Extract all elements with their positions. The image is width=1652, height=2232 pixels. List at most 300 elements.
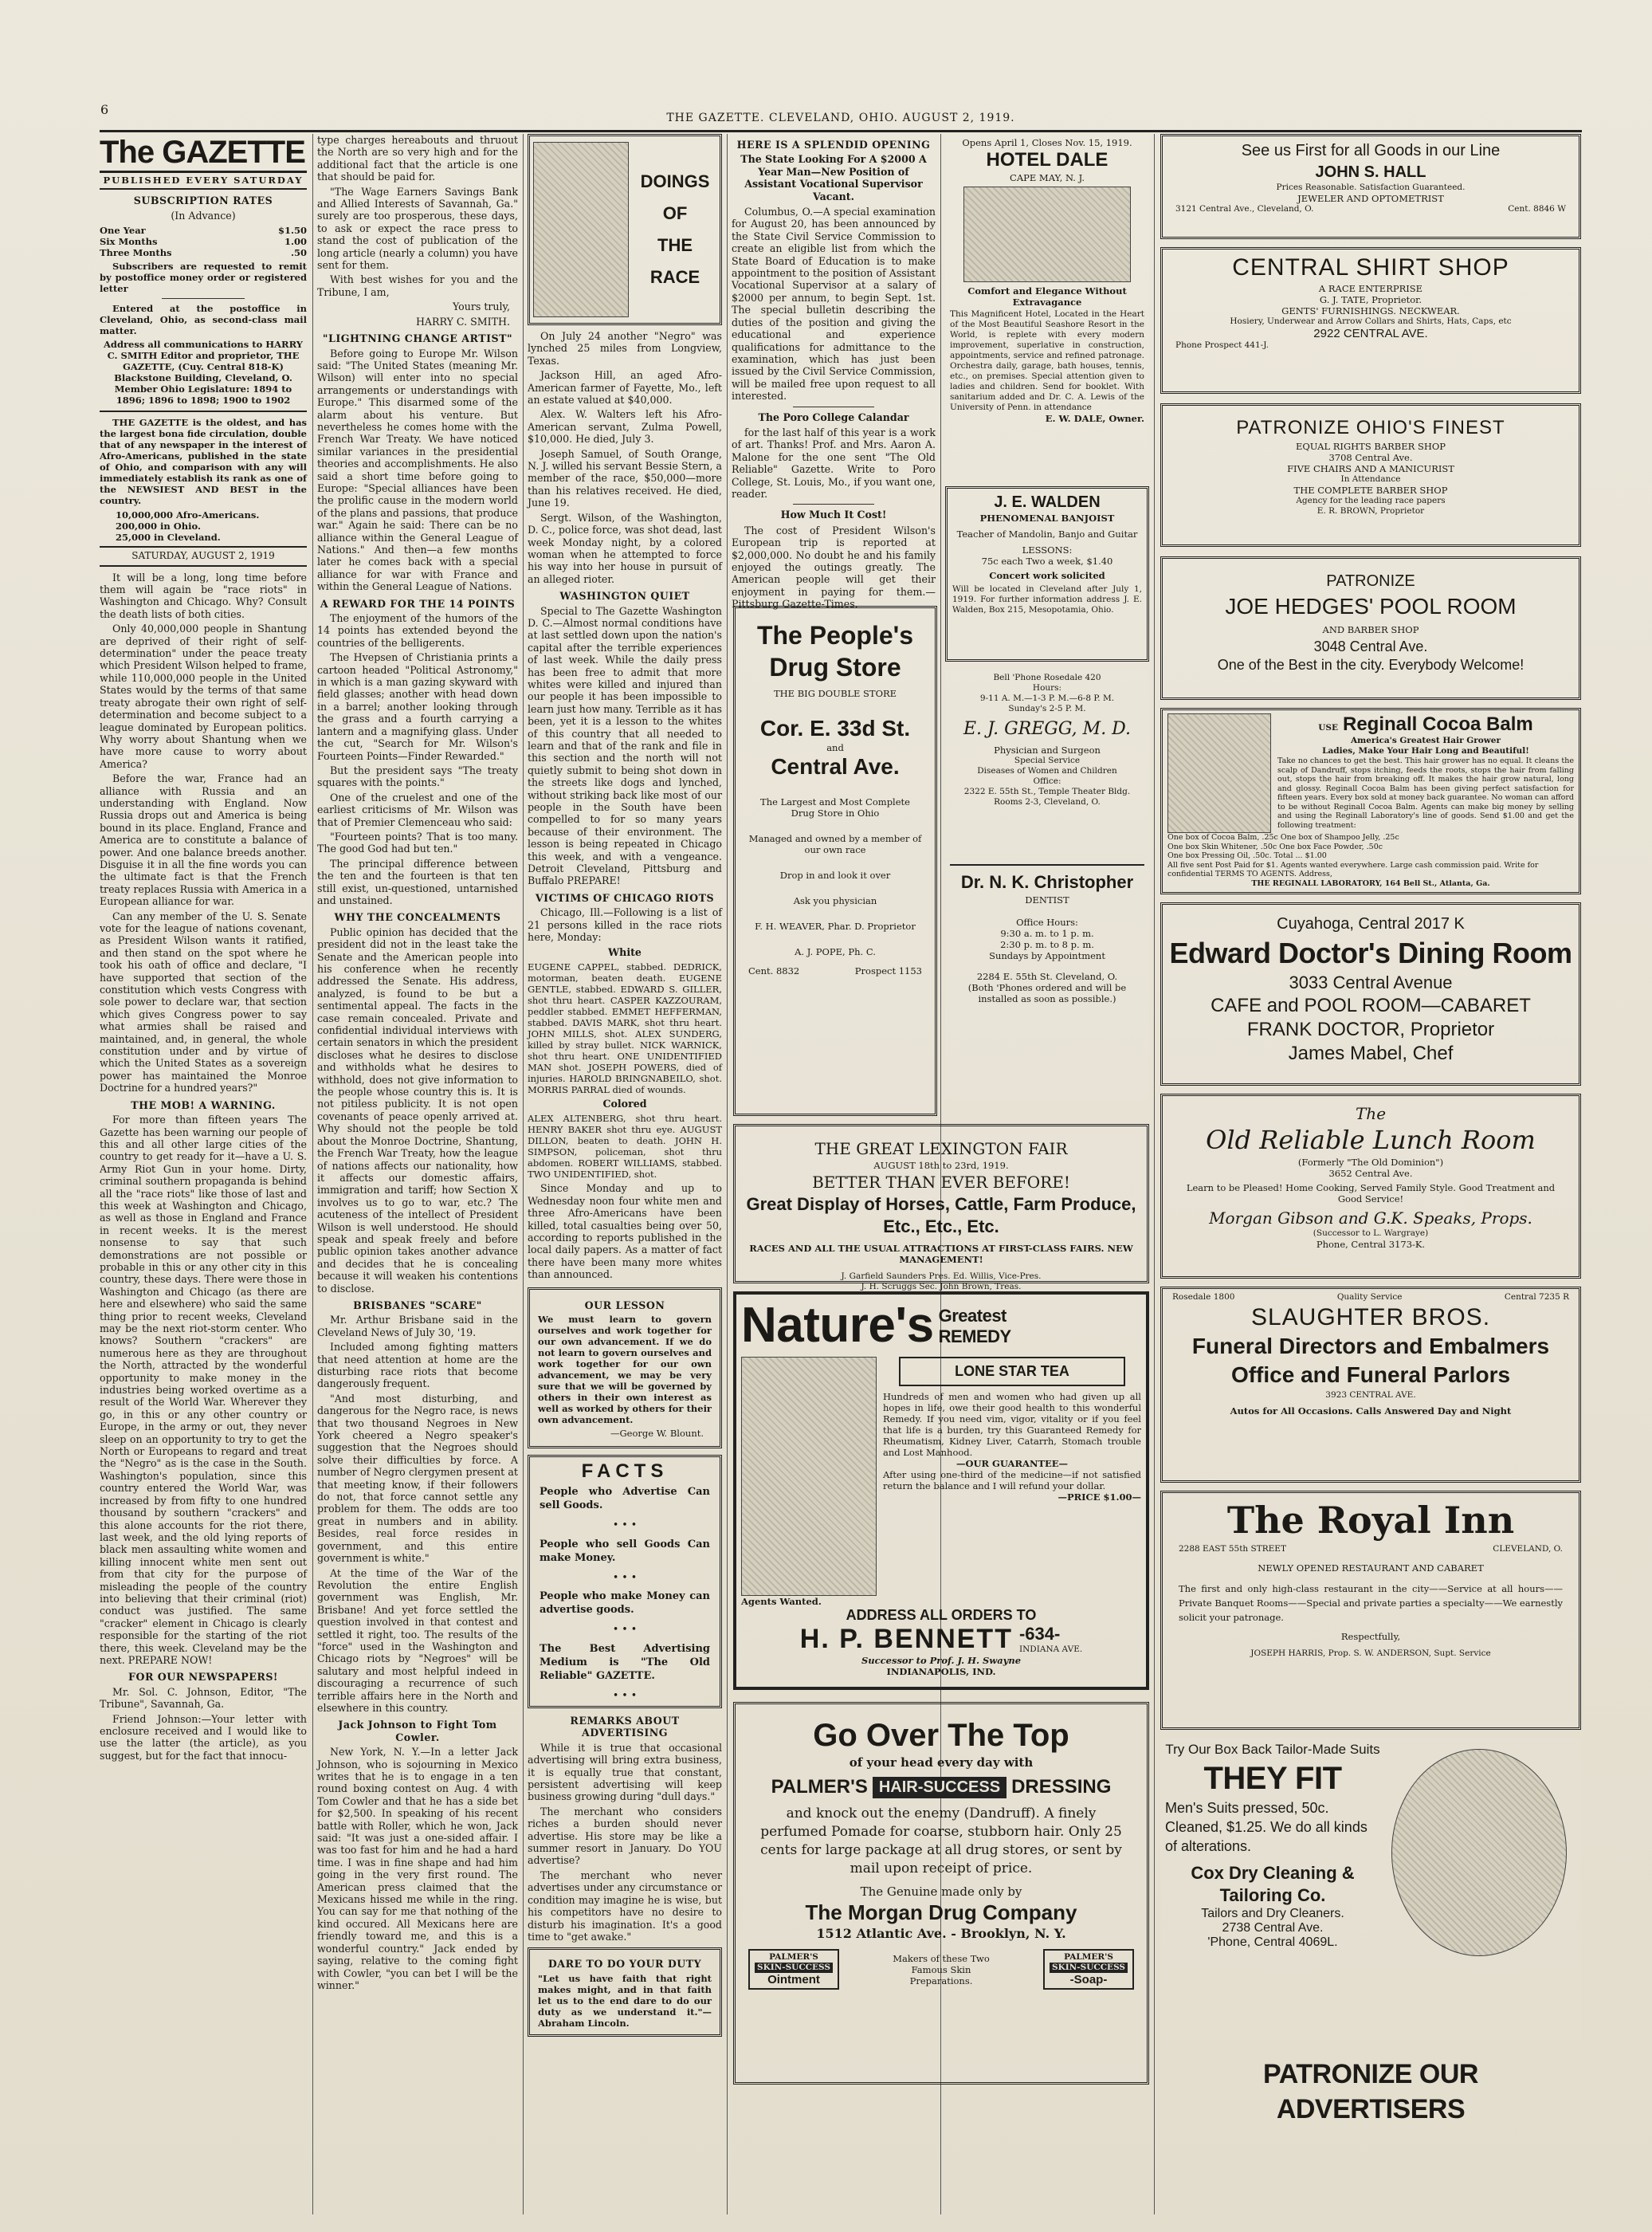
lesson-signature: —George W. Blount. [610, 1427, 704, 1439]
paragraph: But the president says "The treaty squares with the points." [317, 764, 518, 789]
ad-line: GENTS' FURNISHINGS. NECKWEAR. [1281, 305, 1460, 316]
column-rule [1154, 134, 1155, 2214]
ad-line: THE BIG DOUBLE STORE [773, 688, 897, 699]
ad-line: 2:30 p. m. to 8 p. m. [1000, 939, 1094, 950]
population-item: 10,000,000 Afro-Americans. [116, 509, 260, 521]
article-heading: WASHINGTON QUIET [559, 590, 690, 603]
paragraph: The principal difference between the ten and the fourteen is that ten still exist, un-questioned, untarnished and unstained. [317, 857, 518, 906]
fact-separator: • • • [612, 1570, 638, 1583]
ad-line: -634- [1018, 1624, 1061, 1644]
fact-item: People who Advertise Can sell Goods. [540, 1486, 710, 1512]
paragraph: Sergt. Wilson, of the Washington, D. C., police force, was shot dead, last week Monday night, by a colored woman when he attempted to force his way into her house in pursuit of an alleged rioter. [528, 511, 722, 585]
ad-line: 'Phone, Central 4069L. [1207, 1935, 1338, 1949]
ad-line: Phone Prospect 441-J. [1175, 340, 1269, 350]
paragraph: "And most disturbing, and dangerous for the Negro race, is news that two thousand Negroes in New York cheered a Negro speaker's suggestion that the Negroes should solve their difficulties by force. A number of Negro clergymen present at that meeting know, if their followers do not, that force cannot settle any problem for them. The odds are too great in numbers and in ability. Besides, real force resides in government, and this entire government is white." [317, 1392, 518, 1565]
ad-title: The People's [756, 621, 914, 650]
ad-line: —OUR GUARANTEE— [955, 1458, 1069, 1469]
ad-line: Successor to Prof. J. H. Swayne [861, 1655, 1022, 1666]
ad-line: The Largest and Most Complete Drug Store in Ohio [760, 796, 910, 819]
ad-line: Office Hours: [1016, 917, 1078, 928]
ad-line: of your head every day with [849, 1755, 1034, 1770]
fact-item: People who make Money can advertise goods. [540, 1590, 710, 1617]
christopher-dentist-ad [945, 861, 1149, 1100]
ad-line: CAPE MAY, N. J. [1010, 172, 1085, 183]
ad-title: H. P. BENNETT [799, 1624, 1013, 1654]
ad-line: F. H. WEAVER, Phar. D. Proprietor [755, 921, 916, 932]
article-heading: A REWARD FOR THE 14 POINTS [320, 597, 516, 610]
population-item: 25,000 in Cleveland. [116, 532, 221, 544]
paragraph: The Hvepsen of Christiania prints a cartoon headed "Political Astronomy," in which is a man gazing skyward with field glasses; another with head down in a barrel; another looking through the grass and a fourth carrying a lantern and a magnifying glass. Under the cut, "Search for Mr. Wilson's Fourteen Points—Finder Rewarded." [317, 651, 518, 762]
ad-line: JOHN S. HALL [1315, 163, 1426, 181]
ad-line: Agents Wanted. [741, 1596, 822, 1607]
population-list [116, 509, 307, 543]
ad-line: RACES AND ALL THE USUAL ATTRACTIONS AT FIRST-CLASS FAIRS. NEW MANAGEMENT! [749, 1243, 1133, 1265]
ad-line: Central Ave. [771, 754, 900, 779]
subheading-white: White [608, 945, 642, 958]
ad-body: Hundreds of men and women who had given up all hopes in life, owe their good health to this wonderful Remedy. If you need vim, vigor, vitality or if you feel that life is a burden, try this Guaranteed Remedy for Rheumatism, Kidney Liver, Catarrh, Stomach trouble and Lost Manhood. [883, 1391, 1141, 1458]
ad-line: Managed and owned by a member of our own race [748, 833, 922, 855]
ad-line: REMEDY [938, 1326, 1011, 1346]
rate-label: Six Months [100, 236, 158, 248]
paragraph: Friend Johnson:—Your letter with enclosure received and I would like to use the latter (the article), as you suggest, but for the fact that innocu- [100, 1712, 307, 1762]
article-heading: BRISBANES "SCARE" [353, 1299, 482, 1311]
rates-heading: SUBSCRIPTION RATES [133, 195, 273, 207]
ad-line: Quality Service [1336, 1292, 1403, 1302]
fact-separator: • • • [612, 1623, 638, 1636]
page-number: 6 [100, 102, 109, 117]
ad-line: PALMER'S [769, 1952, 818, 1962]
ad-line: Sundays by Appointment [989, 950, 1105, 961]
column-race-news [528, 134, 722, 2214]
ad-line: FRANK DOCTOR, Proprietor [1246, 1019, 1495, 1040]
column-state-news [732, 134, 936, 612]
paragraph: Jackson Hill, an aged Afro-American farmer of Fayette, Mo., left an estate valued at $40,000. [528, 369, 722, 407]
ad-line: Bell 'Phone Rosedale 420 [993, 673, 1101, 682]
ad-line: G. J. TATE, Proprietor. [1319, 294, 1422, 305]
ad-line: J. H. Scruggs Sec. John Brown, Treas. [861, 1282, 1022, 1291]
ad-line: 3652 Central Ave. [1328, 1168, 1413, 1179]
paragraph: Public opinion has decided that the president did not in the least take the Senate and the American people into his conference when he recently addressed the Senate. His address, analyzed, is found to be but a sentimental appeal. The facts in the case remain concealed. Private and confidential individual interviews with certain senators in which the president discloses what he desires to disclose and withholds what he desires to withhold, does not give information to the people whose country this is. It is not pitiless publicity. It is not open covenants of peace openly arrived at. Why should not the people be told about the Monroe Doctrine, Shantung, the French War Treaty, how the league of nations affects our nationality, how it affects our domestic affairs, immigration and tariff; how Section X involves us to go to war, etc.? The acuteness of the intellect of President Wilson is well understood. He should speak and speak freely and before public opinion takes another advance and decides that he is concealing because it will weaken his contentions to disclose. [317, 925, 518, 1295]
column-rule [727, 134, 728, 2214]
ad-line: -Soap- [1069, 1973, 1108, 1986]
ad-line: USE [1318, 723, 1338, 733]
ad-line: Agency for the leading race papers [1296, 496, 1446, 505]
ad-line: Special Service [1014, 756, 1081, 765]
ad-title: CENTRAL SHIRT SHOP [1232, 254, 1509, 281]
ad-line: 2922 CENTRAL AVE. [1313, 327, 1428, 340]
rate-value: 1.00 [284, 236, 307, 248]
royal-inn-ad [1160, 1491, 1581, 1730]
remit-note: Subscribers are requested to remit by postoffice money order or registered letter [100, 261, 307, 295]
ad-line: The Morgan Drug Company [805, 1900, 1077, 1924]
ad-line: Hours: [1032, 683, 1062, 693]
man-portrait-illustration [1391, 1749, 1567, 1956]
ad-line: DENTIST [1025, 894, 1069, 906]
ad-line: 3121 Central Ave., Cleveland, O. [1175, 204, 1314, 214]
article-heading: THE MOB! A WARNING. [131, 1098, 276, 1111]
ad-body: Men's Suits pressed, 50c. Cleaned, $1.25. We do all kinds of alterations. [1165, 1800, 1368, 1854]
ad-line: Cox Dry Cleaning & Tailoring Co. [1191, 1863, 1355, 1905]
doings-word: OF [662, 203, 688, 223]
ad-title: J. E. WALDEN [994, 493, 1101, 511]
letter-address: Mr. Sol. C. Johnson, Editor, "The Tribune", Savannah, Ga. [100, 1685, 307, 1711]
ad-line: Phone, Central 3173-K. [1316, 1239, 1426, 1250]
article-heading: REMARKS ABOUT ADVERTISING [570, 1715, 680, 1739]
ad-line: J. Garfield Saunders Pres. Ed. Willis, Vice-Pres. [841, 1271, 1042, 1281]
ad-line: NEWLY OPENED RESTAURANT AND CABARET [1258, 1562, 1484, 1574]
ad-line: A RACE ENTERPRISE [1318, 283, 1423, 294]
rates-list [100, 225, 307, 258]
ad-line: HAIR-SUCCESS [873, 1777, 1007, 1798]
paragraph: One of the cruelest and one of the earliest criticisms of Mr. Wilson was that of Premier Clemenceau who said: [317, 791, 518, 828]
ad-line: Rosedale 1800 [1172, 1292, 1235, 1302]
paragraph: "Fourteen points? That is too many. The good God had but ten." [317, 830, 518, 855]
ad-owner: E. W. DALE, Owner. [1045, 413, 1144, 424]
ad-title: Dr. N. K. Christopher [950, 864, 1144, 894]
old-reliable-lunch-room-ad [1160, 1094, 1581, 1279]
issue-date: SATURDAY, AUGUST 2, 1919 [100, 546, 307, 566]
ad-line: EQUAL RIGHTS BARBER SHOP [1295, 441, 1446, 452]
ad-line: James Mabel, Chef [1288, 1043, 1454, 1064]
hotel-dale-ad [945, 134, 1149, 477]
column-rule [312, 134, 313, 2214]
ad-line: Cuyahoga, Central 2017 K [1277, 915, 1465, 933]
ad-line: 75c each Two a week, $1.40 [981, 556, 1113, 567]
facts-heading: FACTS [581, 1460, 669, 1482]
rate-value: .50 [290, 247, 307, 259]
ad-line: The [1355, 1104, 1387, 1123]
masthead: THE GAZETTE. CLEVELAND, OHIO. AUGUST 2, 1919. [100, 112, 1582, 132]
ad-price: —PRICE $1.00— [1058, 1491, 1141, 1503]
man-portrait-illustration [741, 1357, 877, 1596]
our-lesson-box [528, 1287, 722, 1448]
signature: Yours truly, [452, 301, 510, 313]
ad-line: JEWELER AND OPTOMETRIST [1297, 193, 1444, 204]
paragraph: Joseph Samuel, of South Orange, N. J. willed his servant Bessie Stern, a member of the race, $50,000—more than his relatives received. He died, June 19. [528, 447, 722, 509]
ad-line: Funeral Directors and Embalmers [1191, 1334, 1550, 1358]
ad-line: Morgan Gibson and G.K. Speaks, Props. [1209, 1208, 1532, 1228]
ad-line: THE COMPLETE BARBER SHOP [1293, 485, 1448, 496]
hotel-name: HOTEL DALE [986, 149, 1109, 171]
ad-line: A. J. POPE, Ph. C. [795, 946, 876, 957]
paragraph: Mr. Arthur Brisbane said in the Cleveland News of July 30, '19. [317, 1314, 518, 1338]
article-heading: VICTIMS OF CHICAGO RIOTS [535, 891, 715, 904]
gregg-physician-ad [945, 670, 1149, 853]
slaughter-bros-funeral-ad [1160, 1287, 1581, 1483]
ad-title: Nature's [741, 1298, 934, 1353]
paragraph: "The Wage Earners Savings Bank and Allied Interests of Savannah, Ga." surely are too prosperous, these days, to ask or expect the race press to stand the cost of publication of the long article (nearly a column) you have sent for them. [317, 185, 518, 272]
ad-title: SLAUGHTER BROS. [1250, 1304, 1491, 1330]
ad-line: Autos for All Occasions. Calls Answered Day and Night [1230, 1405, 1512, 1417]
paragraph: Before going to Europe Mr. Wilson said: "The United States (meaning Mr. Wilson) will enter into no special arrangements or understandings with Europe." This disarmed some of the alarm about his venture. But nevertheless he comes home with the French War Treaty. We have noticed similar variances in the presidential theories and accomplishments. He also said a short time before going to Europe: "Special alliances have been the prolific cause in the modern world of the plans and passions, that produce war." Again he said: There can be no alliance within the General League of Nations." And then—a few months later he comes back with a special alliance for war with France and within the General League of Nations. [317, 347, 518, 593]
paragraph: At the time of the War of the Revolution the entire English government was English, Mr. Brisbane! And yet force settled the question involved in that contest and settled it right, too. The results of the "force" used in the Washington and Chicago riots by "Negroes" will be salutary and most helpful indeed in discouraging a recurrence of such terrible affairs here in the North and elsewhere in this country. [317, 1566, 518, 1714]
facts-list [540, 1485, 710, 1701]
fact-separator: • • • [612, 1519, 638, 1531]
natures-header [741, 1298, 1141, 1354]
reginall-cocoa-balm-ad [1160, 708, 1581, 894]
paragraph: With best wishes for you and the Tribune, I am, [317, 273, 518, 298]
ad-line: Great Display of Horses, Cattle, Farm Produce, Etc., Etc., Etc. [746, 1194, 1136, 1236]
ad-line: PATRONIZE [1326, 572, 1415, 590]
lexington-fair-ad [733, 1124, 1149, 1291]
ad-line: Comfort and Elegance Without Extravagance [967, 285, 1127, 308]
ad-title: The Royal Inn [1226, 1499, 1515, 1542]
natures-remedy-ad [733, 1291, 1149, 1690]
hotel-building-illustration [963, 187, 1131, 282]
ad-line: 9:30 a. m. to 1 p. m. [1000, 928, 1094, 939]
paragraph: The merchant who considers riches a burden should never advertise. His store may be like a summer resort in January. Do YOU advertise? [528, 1805, 722, 1867]
paragraph: The cost of President Wilson's European trip is reported at $2,000,000. No doubt he and his family enjoyed the outings greatly. The American people will get their enjoyment in paying for them.—Pittsburg Gazette-Times. [732, 524, 936, 611]
paragraph: Before the war, France had an alliance with Russia and an understanding with England. Now Russia drops out and America is being bound in its place. England, France and America are to constitute a balance of power. And one balance breeds another. Disguise it in all the fine words you can the ultimate fact is that the French treaty replaces Russia with America in a European alliance for war. [100, 772, 307, 908]
equal-rights-barber-ad [1160, 403, 1581, 547]
ad-line: 3048 Central Ave. [1313, 639, 1428, 654]
footer-line: ADVERTISERS [1276, 2094, 1466, 2124]
ad-body: This Magnificent Hotel, Located in the Heart of the Most Beautiful Seashore Resort in the World, is replete with every modern improvement, superlative in construction, appointments, service and refined patronage. Orchestra daily, garage, bath houses, tennis, etc., on premises. Special attention given to ladies and children. Send for booklet. With sanitarium added and Dr. C. A. Lewis of the University of Penn. in attendance [950, 309, 1144, 412]
ad-title: PATRONIZE OHIO'S FINEST [1236, 417, 1505, 438]
rate-label: One Year [100, 225, 146, 237]
article-heading: WHY THE CONCEALMENTS [334, 911, 501, 924]
ad-line: Physician and Surgeon [994, 745, 1101, 756]
fact-separator: • • • [612, 1688, 638, 1701]
victims-list: ALEX ALTENBERG, shot thru heart. HENRY BAKER shot thru eye. AUGUST DILLON, beaten to death. JOHN H. SIMPSON, policeman, shot thru abdomen. ROBERT WILLIAMS, stabbed. TWO UNIDENTIFIED, shot. [528, 1113, 722, 1181]
ointment-label [748, 1949, 839, 1990]
ad-title: Old Reliable Lunch Room [1206, 1125, 1536, 1155]
paragraph: New York, N. Y.—In a letter Jack Johnson, who is sojourning in Mexico writes that he is to engage in a ten round boxing contest on Aug. 4 with Tom Cowler and that he has a side bet for $2,500. In speaking of his recent battle with Roller, which he won, Jack said: "It was just a one-sided affair. I was too fast for him and he had a hard time. I was in fine shape and had him going in the very first round. The American press claimed that the Mexicans hissed me while in the ring. You can say for me that nothing of the kind occured. All Mexicans here are friendly toward me, and this is a wonderful country." Jack ended by saying, relative to the coming fight with Cowler, "you can bet I will be the winner." [317, 1746, 518, 1991]
gazette-title: The GAZETTE [100, 134, 307, 173]
ad-line: Central 7235 R [1504, 1292, 1569, 1302]
victims-list: EUGENE CAPPEL, stabbed. DEDRICK, motorman, beaten death. EUGENE GENTLE, stabbed. EDWARD S. GILLER, shot thru heart. CASPER KAZZOURAM, peddler stabbed. EMMET HEFFERMAN, stabbed. DAVIS MARK, shot thru heart. JOHN MILLS, shot. ALEX SUNDERG, killed by stray bullet. NICK WARNICK, shot thru heart. ONE UNIDENTIFIED MAN shot. JOSEPH POWERS, died of injuries. HAROLD BRINGNABEILO, shot. MORRIS PARRAL died of wounds. [528, 961, 722, 1095]
ad-line: 3923 CENTRAL AVE. [1325, 1390, 1416, 1400]
ad-line: 2284 E. 55th St. Cleveland, O. [976, 971, 1118, 982]
paragraph: Only 40,000,000 people in Shantung are deprived of their right of self-determination" under the peace treaty which President Wilson helped to frame, while 110,000,000 people in the United States would by the terms of that same treaty abrogate their own right of self-determination and become subject to a league dominated by European politics. Why worry about Shantung when we have more cause to worry about America? [100, 623, 307, 770]
article-heading: "LIGHTNING CHANGE ARTIST" [322, 332, 513, 345]
ad-line: In Attendance [1340, 474, 1401, 484]
oldest-note: THE GAZETTE is the oldest, and has the largest bona fide circulation, double that of any newspaper in the interest of Afro-Americans, published in the state of Ohio, and comparison with any will immediately establish its rank as one of the NEWSIEST AND BEST in the country. [100, 417, 307, 507]
column-editorial [100, 134, 307, 2214]
john-hall-jeweler-ad [1160, 134, 1581, 239]
ad-line: 9-11 A. M.—1-3 P. M.—6-8 P. M. [979, 694, 1115, 703]
paragraph: Included among fighting matters that need attention at home are the disturbing race riots that become dangerously frequent. [317, 1341, 518, 1390]
ad-line: Cor. E. 33d St. [759, 716, 911, 741]
joe-hedges-pool-room-ad [1160, 556, 1581, 700]
rate-row [100, 225, 307, 236]
woman-portrait-illustration [1167, 713, 1271, 833]
tea-label: LONE STAR TEA [899, 1357, 1125, 1386]
ad-title: THEY FIT [1203, 1761, 1342, 1796]
ad-title: Edward Doctor's Dining Room [1169, 937, 1572, 969]
paragraph: On July 24 another "Negro" was lynched 25 miles from Longview, Texas. [528, 330, 722, 367]
peoples-drug-store-ad [733, 606, 937, 1116]
doings-title [634, 166, 716, 293]
ad-line: CAFE and POOL ROOM—CABARET [1211, 995, 1531, 1016]
ad-line: INDIANAPOLIS, IND. [886, 1666, 996, 1677]
rate-label: Three Months [100, 247, 172, 259]
article-heading: HERE IS A SPLENDID OPENING [736, 139, 931, 151]
doings-word: THE [657, 235, 693, 255]
rates-subheading: (In Advance) [171, 209, 236, 222]
ad-line: Try Our Box Back Tailor-Made Suits [1165, 1742, 1380, 1757]
ad-line: ADDRESS ALL ORDERS TO [846, 1607, 1037, 1623]
ad-line: Cent. 8846 W [1508, 204, 1566, 214]
column-rule [523, 134, 524, 2214]
ad-line: Ladies, Make Your Hair Long and Beautiful! [1322, 746, 1529, 756]
address-block: Address all communications to HARRY C. SMITH Editor and proprietor, THE GAZETTE, (Cuy. Central 818-K) Blackstone Building, Cleveland, O. Member Ohio Legislature: 1894 to 1896; 1896 to 1898; 1900 to 1902 [103, 339, 303, 407]
ad-line: INDIANA AVE. [1018, 1645, 1083, 1654]
lesson-text: We must learn to govern ourselves and work together for our own advancement. If we do not learn to govern ourselves and work together for our own advancement, we may be very sure that we will be governed by others in their own interest as well as worked by others for their own advancement. [538, 1313, 712, 1425]
phone-row [740, 965, 930, 976]
ad-line: JOSEPH HARRIS, Prop. S. W. ANDERSON, Supt. Service [1250, 1648, 1491, 1658]
ad-line: AUGUST 18th to 23rd, 1919. [873, 1160, 1009, 1171]
ad-line: SKIN-SUCCESS [755, 1963, 833, 1973]
ad-line: PALMER'S [1064, 1952, 1113, 1962]
ad-line: and [826, 742, 844, 753]
ad-line: Ask you physician [793, 895, 877, 906]
ad-line: Drop in and look it over [779, 870, 891, 881]
ad-line: One of the Best in the city. Everybody Welcome! [1217, 657, 1524, 673]
palmers-hair-success-ad [733, 1702, 1149, 2085]
article-heading: Jack Johnson to Fight Tom Cowler. [338, 1719, 497, 1743]
ad-line: (Successor to L. Wargraye) [1313, 1228, 1429, 1238]
ad-body: and knock out the enemy (Dandruff). A finely perfumed Pomade for coarse, stubborn hair. Only 25 cents for large package at all drug stores, or sent by mail upon receipt of price. [760, 1806, 1122, 1876]
paragraph: Alex. W. Walters left his Afro-American servant, Zulma Powell, $10,000. He died, July 3. [528, 408, 722, 446]
article-heading: How Much It Cost! [780, 509, 887, 521]
ad-line: 2288 EAST 55th STREET [1179, 1544, 1286, 1554]
paragraph: The merchant who never advertises under any circumstance or condition may imagine he is wise, but his competitors have no desire to disturb his imagination. It's a good time to "get awake." [528, 1869, 722, 1943]
footer-line: PATRONIZE OUR [1263, 2059, 1478, 2089]
ad-line: Respectfully, [1340, 1631, 1401, 1642]
ad-line: SKIN-SUCCESS [1050, 1963, 1128, 1973]
paragraph: Special to The Gazette Washington D. C.—Almost normal conditions have at last settled down upon the nation's capital after the terrible experiences of last week. While the daily press has been free to admit that more whites were killed and injured than our people it has been impossible to learn just how many. Terrible as it has been, yet it is a lesson to the whites of this country that all needed to learn and that of the rank and file in this section and the north will not quietly submit to being shot down in the streets like dogs and lynched, without striking back like most of our people in the South have been compelled to for so many years because of their environment. The lesson is being repeated in Chicago this week, and with a vengeance. Detroit Cleveland, Pittsburg and Buffalo PREPARE! [528, 604, 722, 887]
rate-row [100, 247, 307, 258]
paragraph: The enjoyment of the humors of the 14 points has extended beyond the countries of the belligerents. [317, 612, 518, 649]
ad-title: THE GREAT LEXINGTON FAIR [814, 1139, 1068, 1158]
ad-line: 3708 Central Ave. [1328, 452, 1413, 463]
ad-line: FIVE CHAIRS AND A MANICURIST [1287, 463, 1454, 474]
ad-line: Concert work solicited [989, 570, 1105, 581]
paragraph: It will be a long, long time before them will again be "race riots" in Washington and Chicago. Why? Consult the death lists of both cities. [100, 571, 307, 620]
fact-item: People who sell Goods Can make Money. [540, 1538, 710, 1564]
ad-line: E. R. BROWN, Proprietor [1316, 506, 1425, 516]
fact-item: The Best Advertising Medium is "The Old Reliable" GAZETTE. [540, 1642, 710, 1682]
ad-line: Tailors and Dry Cleaners. [1201, 1907, 1344, 1920]
paragraph: Chicago, Ill.—Following is a list of 21 persons killed in the race riots here, Monday: [528, 906, 722, 944]
ad-line: PALMER'S [771, 1776, 868, 1798]
paragraph: Since Monday and up to Wednesday noon four white men and three Afro-Americans have been killed, total casualties being over 50, according to reports published in the local daily papers. As a matter of fact there have been many more whites than announced. [528, 1182, 722, 1281]
ad-line: America's Greatest Hair Grower [1350, 736, 1501, 745]
ad-line: Ointment [767, 1973, 820, 1986]
ad-line: 3033 Central Avenue [1289, 973, 1453, 992]
ad-line: CLEVELAND, O. [1493, 1544, 1563, 1554]
box-heading: DARE TO DO YOUR DUTY [547, 1958, 702, 1971]
ad-body: Will be located in Cleveland after July 1, 1919. For further information address J. E. Walden, Box 215, Mesopotamia, Ohio. [952, 584, 1142, 615]
ad-line: One box Skin Whitener, .50c One box Face Powder, .50c [1167, 842, 1383, 851]
ad-line: Makers of these Two Famous Skin Preparations. [893, 1952, 990, 1986]
box-heading: OUR LESSON [584, 1299, 665, 1311]
paragraph: Can any member of the U. S. Senate vote for the league of nations covenant, as President Wilson wants it ratified, and then stand on the spot where he took his oath of office and declare, "I have supported that section of the constitution which vests Congress with sole power to declare war, that section which gives Congress power to say what armies shall be raised and maintained, and, in general, the whole constitution under and by virtue of which the United States as a sovereign power has maintained the Monroe Doctrine for a hundred years?" [100, 910, 307, 1094]
signature: HARRY C. SMITH. [415, 315, 510, 328]
ad-title: Reginall Cocoa Balm [1343, 713, 1533, 735]
patronize-footer [1160, 2057, 1581, 2127]
ad-line: Sunday's 2-5 P. M. [1008, 704, 1086, 713]
ad-line: 2322 E. 55th St., Temple Theater Bldg. Rooms 2-3, Cleveland, O. [963, 787, 1131, 807]
ad-line: 1512 Atlantic Ave. - Brooklyn, N. Y. [816, 1926, 1066, 1941]
doings-word: DOINGS [640, 171, 710, 191]
ad-title: See us First for all Goods in our Line [1241, 142, 1501, 159]
article-subheading: The State Looking For A $2000 A Year Man—New Position of Assistant Vocational Supervisor Vacant. [740, 153, 927, 202]
walden-banjo-ad [945, 486, 1149, 662]
ad-line: Teacher of Mandolin, Banjo and Guitar [956, 529, 1138, 540]
article-heading: The Poro College Calandar [758, 411, 909, 423]
cartoon-figure-illustration [533, 142, 629, 317]
ad-line: LESSONS: [1022, 544, 1073, 556]
ad-line: Greatest [938, 1306, 1007, 1326]
ad-line: One box of Cocoa Balm, .25c One box of Shampoo Jelly, .25c [1167, 833, 1399, 842]
rate-row [100, 236, 307, 247]
ad-line: (Formerly "The Old Dominion") [1297, 1157, 1444, 1168]
cox-dry-cleaning-ad [1160, 1738, 1581, 2041]
ad-line: The Genuine made only by [860, 1884, 1022, 1899]
published-line: PUBLISHED EVERY SATURDAY [100, 173, 307, 190]
ad-line: Diseases of Women and Children [977, 766, 1117, 776]
ad-line: AND BARBER SHOP [1322, 624, 1419, 635]
ad-line: (Both 'Phones ordered and will be installed as soon as possible.) [967, 982, 1127, 1004]
ad-line: Hosiery, Underwear and Arrow Collars and Shirts, Hats, Caps, etc [1230, 316, 1512, 326]
facts-box [528, 1455, 722, 1708]
paragraph: type charges hereabouts and thruout the North are so very high and for the additional fact that the article is one that should be paid for. [317, 134, 518, 183]
ad-line: One box Pressing Oil, .50c. Total ... $1.00 [1167, 851, 1327, 860]
ad-body: Take no chances to get the best. This hair grower has no equal. It cleans the scalp of Dandruff, stops itching, feeds the roots, stops the hair from falling out, stops the hair from breaking off. It makes the hair grow natural, long and glossy. Reginall Cocoa Balm has been giving perfect satisfaction for fifteen years. Every box sold at money back guarantee. No woman can afford to be without Reginall Cocoa Balm. Agents can make big money by selling and using the Reginall Laboratory's line of goods. Send $1.00 and get the following treatment: [1277, 756, 1575, 830]
ad-line: Prices Reasonable. Satisfaction Guaranteed. [1276, 183, 1466, 192]
ad-line: Opens April 1, Closes Nov. 15, 1919. [962, 137, 1132, 148]
ad-line: THE REGINALL LABORATORY, 164 Bell St., Atlanta, Ga. [1251, 878, 1490, 888]
entered-note: Entered at the postoffice in Cleveland, Ohio, as second-class mail matter. [100, 303, 307, 337]
ad-line: Cent. 8832 [748, 965, 800, 976]
ad-line: Office and Funeral Parlors [1230, 1362, 1511, 1387]
duty-quote: "Let us have faith that right makes might, and in that faith let us to the end dare to do our duty as we understand it."—Abraham Lincoln. [538, 1972, 712, 2029]
ad-line: Office: [1033, 776, 1061, 786]
rate-value: $1.50 [277, 225, 307, 237]
soap-label [1043, 1949, 1134, 1990]
paragraph: For more than fifteen years The Gazette has been warning our people of this and all other large cities of the country to get ready for it—have a U. S. Army Riot Gun in your home. Dirty, criminal southern propaganda is behind all the "race riots" like those of last and this week at Washington and Chicago, as well as those in England and France in recent weeks. It is the merest nonsense to say that such demonstrations are not possible or probable in this or any other city in this country, these days. There were those in Washington and Chicago (as there are here and elsewhere) who said the same thing prior to recent weeks, Cleveland may be the next riot-storm center. Who knows? Southern "crackers" are numerous here as they are throughout the North, attracted by the wonderful opportunity to make money in the industries being worked overtime as a result of the World War. Wherever they go, in this or any other country or Europe, in the army or out, they never sleep on an opportunity to try to get the North or Europeans to regard and treat the "Negro" as is the case in the South. Washington's population, since this country entered the World War, was increased by from fifty to one hundred thousand by southern "crackers" and this alone accounts for the riot there, last week, and the old lying reports of black men assaulting white women and killing innocent white men sent out from that city for the purpose of misleading the people of the country into believing that their criminal (riot) conduct was justified. The same "cracker" element in Chicago is clearly responsible for the starting of the riot there, this week. Cleveland may be the next. PREPARE NOW! [100, 1114, 307, 1666]
ad-title: JOE HEDGES' POOL ROOM [1225, 594, 1517, 619]
edward-doctors-dining-room-ad [1160, 902, 1581, 1086]
ad-title: Drug Store [769, 653, 901, 682]
ad-title: Go Over The Top [813, 1718, 1069, 1753]
doings-word: RACE [649, 267, 700, 287]
divider [162, 298, 245, 299]
subheading-colored: Colored [602, 1097, 647, 1110]
ad-line: Prospect 1153 [854, 965, 922, 976]
central-shirt-shop-ad [1160, 247, 1581, 394]
paragraph: for the last half of this year is a work of art. Thanks! Prof. and Mrs. Aaron A. Malone for the one sent "The Old Reliable" Gazette. Write to Poro College, St. Louis, Mo., if you want one, reader. [732, 426, 936, 500]
ad-line: DRESSING [1011, 1776, 1112, 1798]
article-heading: FOR OUR NEWSPAPERS! [128, 1671, 278, 1684]
ad-line: 2738 Central Ave. [1222, 1921, 1324, 1935]
ad-body: After using one-third of the medicine—if not satisfied return the balance and I will refund your dollar. [883, 1469, 1141, 1491]
doings-of-the-race-box [528, 134, 722, 325]
population-item: 200,000 in Ohio. [116, 521, 201, 532]
dare-box [528, 1947, 722, 2036]
ad-line: BETTER THAN EVER BEFORE! [812, 1173, 1070, 1192]
ad-line: Learn to be Pleased! Home Cooking, Served Family Style. Good Treatment and Good Service! [1186, 1182, 1556, 1204]
ad-line: PHENOMENAL BANJOIST [979, 513, 1115, 524]
paragraph: Columbus, O.—A special examination for August 20, has been announced by the State Civil Service Commission to create an eligible list from which the State Board of Education is to make appointment to the position of Assistant Vocational Supervisor at a salary of $2000 per annum, to begin Sept. 1st. The special bulletin describing the duties of the position and giving the educational and experience qualifications for admittance to the examination, which has just been issued by the Civil Service Commission, will be mailed free upon request to all interested. [732, 206, 936, 403]
ad-body: The first and only high-class restaurant in the city——Service at all hours——Private Banquet Rooms——Special and private parties a specialty——We earnestly solicit your patronage. [1179, 1583, 1563, 1623]
paragraph: While it is true that occasional advertising will bring extra business, it is equally true that constant, persistent advertising will keep business growing during "dull days." [528, 1741, 722, 1803]
column-commentary [317, 134, 518, 2214]
ad-title: E. J. GREGG, M. D. [963, 719, 1132, 739]
ad-line: All five sent Post Paid for $1. Agents wanted everywhere. Large cash commission paid. Write for confidential TERMS TO AGENTS. Address, [1167, 860, 1539, 878]
